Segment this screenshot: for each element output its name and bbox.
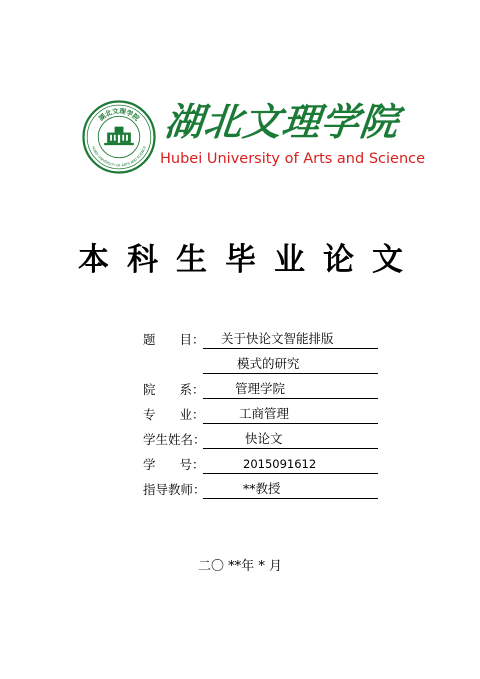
student-name-value: 快论文 bbox=[203, 430, 378, 449]
university-seal-logo bbox=[82, 100, 156, 174]
advisor-value: **教授 bbox=[203, 480, 378, 499]
date-year-prefix: 二〇 bbox=[198, 559, 225, 574]
student-id-row bbox=[143, 455, 383, 480]
department-row bbox=[143, 380, 383, 405]
date-month-unit: 月 bbox=[268, 559, 282, 574]
submission-date bbox=[0, 555, 480, 574]
student-name-row bbox=[143, 430, 383, 455]
topic-row bbox=[143, 330, 383, 355]
university-name-chinese: 湖北文理学院 bbox=[162, 100, 402, 144]
advisor-row bbox=[143, 480, 383, 505]
department-label: 院 系： bbox=[143, 382, 205, 397]
date-month-value: * bbox=[258, 559, 265, 574]
seal-bottom-text: HUBEI UNIVERSITY OF ARTS AND SCIENCE bbox=[91, 145, 147, 168]
topic-label: 题 目： bbox=[143, 332, 205, 347]
topic-row-continued bbox=[143, 355, 383, 380]
topic-value-line2: 模式的研究 bbox=[203, 355, 378, 374]
major-value: 工商管理 bbox=[203, 405, 378, 424]
student-id-label: 学 号： bbox=[143, 457, 205, 472]
student-id-value: 2015091612 bbox=[203, 455, 378, 474]
topic-value-line1: 关于快论文智能排版 bbox=[203, 330, 378, 349]
department-value: 管理学院 bbox=[203, 380, 378, 399]
date-year-unit: 年 bbox=[241, 559, 255, 574]
seal-top-text: 湖北文理学院 bbox=[97, 107, 141, 123]
document-title: 本科生毕业论文 bbox=[78, 242, 421, 278]
advisor-label: 指导教师： bbox=[143, 482, 206, 497]
university-name-english: Hubei University of Arts and Science bbox=[160, 151, 426, 167]
student-name-label: 学生姓名： bbox=[143, 432, 206, 447]
cover-info-form bbox=[143, 330, 383, 505]
major-label: 专 业： bbox=[143, 407, 205, 422]
major-row bbox=[143, 405, 383, 430]
date-year-value: ** bbox=[228, 559, 242, 574]
